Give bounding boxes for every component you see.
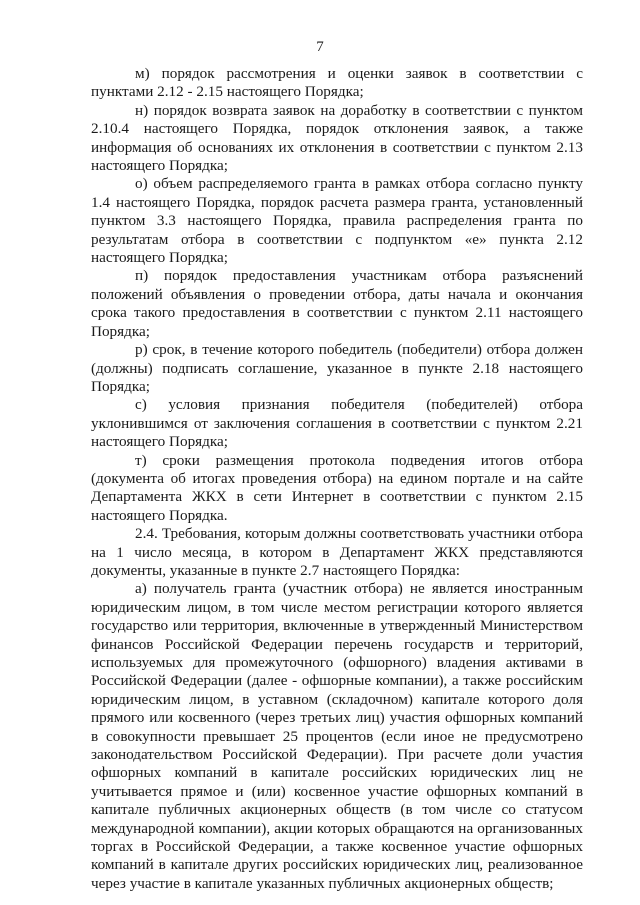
paragraph-item-n: н) порядок возврата заявок на доработку в соответствии с пунктом 2.10.4 настоящего Порядка, порядок отклонения заявок, а также информация об основаниях их отклонения в соответствии с пунктом 2.13 настоящего Порядка; [91,101,583,175]
paragraph-section-2-4: 2.4. Требования, которым должны соответствовать участники отбора на 1 число месяца, в котором в Департамент ЖКХ представляются документы, указанные в пункте 2.7 настоящего Порядка: [91,525,583,579]
paragraph-item-t: т) сроки размещения протокола подведения итогов отбора (документа об итогах проведения отбора) на едином портале и на сайте Департамента ЖКХ в сети Интернет в соответствии с пунктом 2.15 настоящего Порядка. [91,451,583,524]
paragraph-item-a: а) получатель гранта (участник отбора) не является иностранным юридическим лицом, в том числе местом регистрации которого является государство или территория, включенные в утвержденный Министерством финансов Российской Федерации перечень государств и территорий, используемых для промежуточного (офшорного) владения активами в Российской Федерации (далее - офшорные компании), а также российским юридическим лицом, в уставном (складочном) капитале которого доля прямого или косвенного (через третьих лиц) участия офшорных компаний в совокупности превышает 25 процентов (если иное не предусмотрено законодательством Российской Федерации). При расчете доли участия офшорных компаний в капитале российских юридических лиц не учитывается прямое и (или) косвенное участие офшорных компаний в капитале публичных акционерных обществ (в том числе со статусом международной компании), акции которых обращаются на организованных торгах в Российской Федерации, а также косвенное участие офшорных компаний в капитале других российских юридических лиц, реализованное через участие в капитале указанных публичных акционерных обществ; [91,580,583,892]
paragraph-item-s: с) условия признания победителя (победителей) отбора уклонившимся от заключения соглашения в соответствии с пунктом 2.21 настоящего Порядка; [91,396,583,451]
paragraph-item-r: р) срок, в течение которого победитель (победители) отбора должен (должны) подписать соглашение, указанное в пункте 2.18 настоящего Порядка; [91,341,583,395]
paragraph-item-p: п) порядок предоставления участникам отбора разъяснений положений объявления о проведении отбора, даты начала и окончания срока такого предоставления в соответствии с пунктом 2.11 настоящего Порядка; [91,267,583,340]
document-body [91,65,583,893]
page-number: 7 [316,39,324,55]
paragraph-item-m: м) порядок рассмотрения и оценки заявок в соответствии с пунктами 2.12 - 2.15 настоящего Порядка; [91,65,583,101]
paragraph-item-o: о) объем распределяемого гранта в рамках отбора согласно пункту 1.4 настоящего Порядка, порядок расчета размера гранта, установленный пунктом 3.3 настоящего Порядка, правила распределения гранта по результатам отбора в соответствии с подпунктом «е» пункта 2.12 настоящего Порядка; [91,175,583,267]
